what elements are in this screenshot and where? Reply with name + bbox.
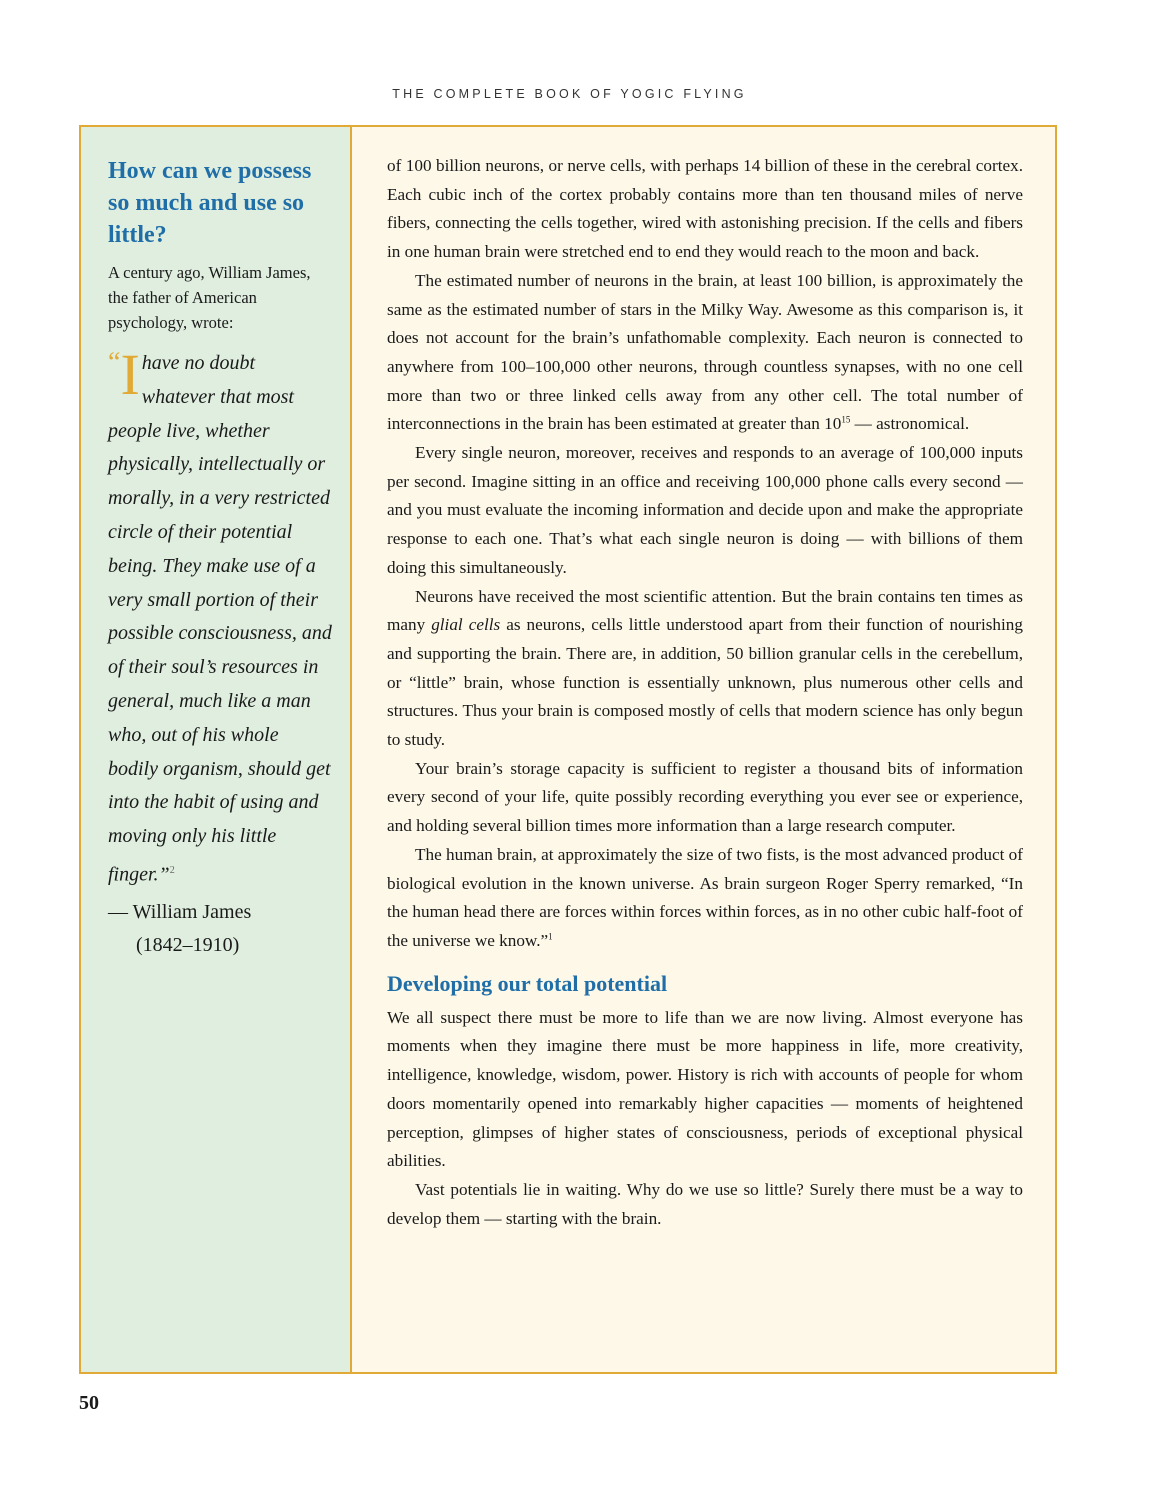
body-paragraph bbox=[387, 841, 1023, 956]
sidebar-content bbox=[108, 155, 332, 962]
attribution-years: (1842–1910) bbox=[136, 934, 240, 957]
section-heading: Developing our total potential bbox=[387, 970, 668, 996]
sidebar-panel bbox=[81, 127, 352, 1372]
page-number: 50 bbox=[79, 1392, 99, 1414]
sidebar-quote bbox=[108, 342, 332, 892]
body-paragraph: Vast potentials lie in waiting. Why do we use so little? Surely there must be a way to develop them — starting with the brain. bbox=[387, 1179, 1023, 1228]
emphasis-text: glial cells bbox=[431, 615, 501, 635]
content-frame bbox=[79, 125, 1057, 1374]
quote-footnote-marker: 2 bbox=[169, 864, 175, 876]
paragraph-text: Neurons have received the most scientific attention. But the brain contains ten times as many bbox=[387, 586, 1023, 635]
body-paragraph: We all suspect there must be more to life than we are now living. Almost everyone has moments when they imagine there must be more happiness in life, more creativity, intelligence, knowledge, wisdom, power. History is rich with accounts of people for whom doors momentarily opened into remarkably higher capacities — moments of heightened perception, glimpses of higher states of consciousness, periods of exceptional physical abilities. bbox=[387, 1007, 1023, 1171]
footnote-marker: 1 bbox=[548, 931, 553, 942]
quote-open-mark: “ bbox=[108, 347, 121, 378]
quote-text: have no doubt whatever that most people live, whether physically, intellectually or morally, in a very restricted circle of their potential being. They make use of a very small portion of their possible consciousness, and of their soul’s resources in general, much like a man who, out of his whole bodily organism, should get into the habit of using and moving only his little finger.” bbox=[108, 352, 332, 886]
attribution-name: — William James bbox=[108, 901, 252, 924]
quote-attribution bbox=[108, 896, 332, 962]
running-head: THE COMPLETE BOOK OF YOGIC FLYING bbox=[392, 87, 747, 101]
body-paragraph bbox=[387, 583, 1023, 755]
exponent: 15 bbox=[841, 414, 851, 425]
paragraph-text: — astronomical. bbox=[850, 414, 970, 434]
body-paragraph bbox=[387, 267, 1023, 439]
main-text bbox=[387, 152, 1023, 1233]
body-paragraph: Every single neuron, moreover, receives and responds to an average of 100,000 inputs per second. Imagine sitting in an office and receiving 100,000 phone calls every second — and you must evaluate the incoming information and decide upon and make the appropriate response to each one. That’s what each single neuron is doing — with billions of them doing this simultaneously. bbox=[387, 443, 1023, 577]
sidebar-intro: A century ago, William James, the father of American psychology, wrote: bbox=[108, 263, 311, 332]
paragraph-text: The estimated number of neurons in the brain, at least 100 billion, is approximately the same as the estimated number of stars in the Milky Way. Awesome as this comparison is, it does not account for the brain’s unfathomable complexity. Each neuron is connected to anywhere from 100–100,000 other neurons, through countless synapses, with no one cell more than two or three linked cells away from any other cell. The total number of interconnections in the brain has been estimated at greater than 10 bbox=[387, 270, 1023, 434]
quote-drop-cap bbox=[108, 342, 140, 407]
paragraph-text: The human brain, at approximately the size of two fists, is the most advanced product of biological evolution in the known universe. As brain surgeon Roger Sperry remarked, “In the human head there are forces within forces within forces, as in no other cubic half-foot of the universe we know.” bbox=[387, 844, 1023, 950]
body-paragraph: Your brain’s storage capacity is sufficient to register a thousand bits of information every second of your life, quite possibly recording everything you ever see or experience, and holding several billion times more information than a large research computer. bbox=[387, 758, 1023, 836]
quote-drop-cap-letter: I bbox=[120, 342, 140, 407]
body-paragraph: of 100 billion neurons, or nerve cells, with perhaps 14 billion of these in the cerebral cortex. Each cubic inch of the cortex probably contains more than ten thousand miles of nerve fibers, connecting the cells together, wired with astonishing precision. If the cells and fibers in one human brain were stretched end to end they would reach to the moon and back. bbox=[387, 156, 1023, 262]
sidebar-heading: How can we possess so much and use so little? bbox=[108, 158, 312, 248]
paragraph-text: as neurons, cells little understood apart from their function of nourishing and supporting the brain. There are, in addition, 50 billion granular cells in the cerebellum, or “little” brain, whose function is essentially unknown, plus numerous other cells and structures. Thus your brain is composed mostly of cells that modern science has only begun to study. bbox=[387, 615, 1023, 750]
